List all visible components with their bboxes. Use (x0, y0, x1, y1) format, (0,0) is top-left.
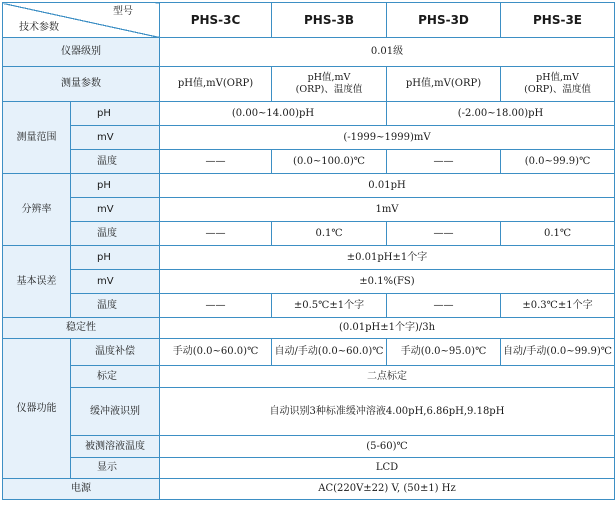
table-row (3, 458, 615, 479)
buffer-recognition-label: 缓冲液识别 (71, 388, 160, 436)
range-ph-cb: (0.00~14.00)pH (160, 102, 387, 126)
table-row (3, 222, 615, 246)
resolution-temp-phs3b: 0.1℃ (272, 222, 387, 246)
model-phs3d: PHS-3D (387, 3, 501, 38)
display-label: 显示 (71, 458, 160, 479)
table-row (3, 174, 615, 198)
measure-params-phs3c: pH值,mV(ORP) (160, 67, 272, 102)
model-phs3e: PHS-3E (501, 3, 615, 38)
measure-params-label: 测量参数 (3, 67, 160, 102)
measure-params-phs3e-line1: pH值,mV (536, 72, 579, 83)
header-row (3, 3, 615, 38)
table-row (3, 366, 615, 388)
power-label: 电源 (3, 479, 160, 500)
range-label: 测量范围 (3, 102, 71, 174)
functions-label: 仪器功能 (3, 339, 71, 479)
range-ph-label: pH (71, 102, 160, 126)
range-ph-de: (-2.00~18.00)pH (387, 102, 615, 126)
calibration-label: 标定 (71, 366, 160, 388)
resolution-mv-label: mV (71, 198, 160, 222)
table-row (3, 38, 615, 67)
basic-error-mv-label: mV (71, 270, 160, 294)
table-row (3, 479, 615, 500)
instrument-level-label: 仪器级别 (3, 38, 160, 67)
resolution-ph-value: 0.01pH (160, 174, 615, 198)
header-corner-cell (3, 3, 160, 38)
table-row (3, 102, 615, 126)
resolution-mv-value: 1mV (160, 198, 615, 222)
instrument-level-value: 0.01级 (160, 38, 615, 67)
resolution-temp-phs3e: 0.1℃ (501, 222, 615, 246)
range-mv-value: (-1999~1999)mV (160, 126, 615, 150)
display-value: LCD (160, 458, 615, 479)
buffer-recognition-value: 自动识别3种标准缓冲溶液4.00pH,6.86pH,9.18pH (160, 388, 615, 436)
temp-comp-phs3e: 自动/手动(0.0~99.9)℃ (501, 339, 615, 366)
table-row (3, 198, 615, 222)
basic-error-temp-label: 温度 (71, 294, 160, 318)
basic-error-ph-label: pH (71, 246, 160, 270)
range-temp-phs3b: (0.0~100.0)℃ (272, 150, 387, 174)
model-phs3b: PHS-3B (272, 3, 387, 38)
header-model-label: 型号 (113, 6, 133, 17)
table-row (3, 150, 615, 174)
table-row (3, 318, 615, 339)
temp-comp-label: 温度补偿 (71, 339, 160, 366)
measure-params-phs3e (501, 67, 615, 102)
table-row (3, 126, 615, 150)
resolution-ph-label: pH (71, 174, 160, 198)
basic-error-label: 基本误差 (3, 246, 71, 318)
table-row (3, 67, 615, 102)
table-row (3, 388, 615, 436)
basic-error-temp-phs3e: ±0.3℃±1个字 (501, 294, 615, 318)
range-mv-label: mV (71, 126, 160, 150)
stability-value: (0.01pH±1个字)/3h (160, 318, 615, 339)
sample-temp-label: 被测溶液温度 (71, 436, 160, 458)
resolution-temp-label: 温度 (71, 222, 160, 246)
table-row (3, 339, 615, 366)
spec-table (2, 2, 615, 500)
temp-comp-phs3d: 手动(0.0~95.0)℃ (387, 339, 501, 366)
table-row (3, 436, 615, 458)
stability-label: 稳定性 (3, 318, 160, 339)
table-row (3, 270, 615, 294)
basic-error-ph-value: ±0.01pH±1个字 (160, 246, 615, 270)
measure-params-phs3b-line1: pH值,mV (307, 72, 351, 83)
header-param-label: 技术参数 (19, 22, 59, 33)
measure-params-phs3d: pH值,mV(ORP) (387, 67, 501, 102)
range-temp-label: 温度 (71, 150, 160, 174)
range-temp-phs3c: —— (160, 150, 272, 174)
range-temp-phs3e: (0.0~99.9)℃ (501, 150, 615, 174)
resolution-label: 分辨率 (3, 174, 71, 246)
power-value: AC(220V±22) V, (50±1) Hz (160, 479, 615, 500)
calibration-value: 二点标定 (160, 366, 615, 388)
resolution-temp-phs3d: —— (387, 222, 501, 246)
temp-comp-phs3b: 自动/手动(0.0~60.0)℃ (272, 339, 387, 366)
basic-error-temp-phs3b: ±0.5℃±1个字 (272, 294, 387, 318)
table-row (3, 294, 615, 318)
resolution-temp-phs3c: —— (160, 222, 272, 246)
measure-params-phs3b-line2: (ORP)、温度值 (295, 84, 363, 95)
basic-error-mv-value: ±0.1%(FS) (160, 270, 615, 294)
model-phs3c: PHS-3C (160, 3, 272, 38)
measure-params-phs3e-line2: (ORP)、温度值 (524, 84, 591, 95)
sample-temp-value: (5-60)℃ (160, 436, 615, 458)
measure-params-phs3b (272, 67, 387, 102)
basic-error-temp-phs3d: —— (387, 294, 501, 318)
table-row (3, 246, 615, 270)
range-temp-phs3d: —— (387, 150, 501, 174)
basic-error-temp-phs3c: —— (160, 294, 272, 318)
temp-comp-phs3c: 手动(0.0~60.0)℃ (160, 339, 272, 366)
